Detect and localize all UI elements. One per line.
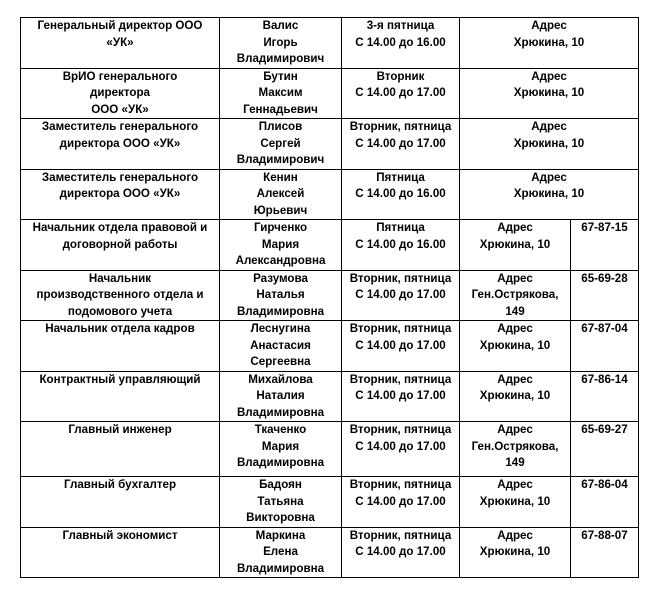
position-cell [21,527,220,578]
reception-time-text: 3-я пятница С 14.00 до 16.00 [355,19,446,49]
position-text: Генеральный директор ООО «УК» [37,19,203,49]
phone-text: 67-87-15 [581,221,628,234]
name-cell [220,321,342,372]
reception-time-cell [342,68,460,119]
name-text: Леснугина Анастасия Сергеевна [250,322,311,368]
name-cell [220,169,342,220]
reception-time-text: Вторник, пятница С 14.00 до 17.00 [349,271,452,301]
reception-time-cell [342,220,460,271]
phone-cell [571,220,639,271]
name-text: Гирченко Мария Александровна [235,221,326,267]
name-cell [220,527,342,578]
address-text: Адрес Хрюкина, 10 [513,120,585,150]
table-row [21,68,639,119]
address-text: Адрес Хрюкина, 10 [513,69,585,99]
position-cell [21,321,220,372]
phone-cell [571,477,639,528]
position-text: Главный бухгалтер [63,478,177,491]
name-text: Ткаченко Мария Владимировна [236,423,325,469]
address-cell [460,119,639,170]
address-text: Адрес Хрюкина, 10 [479,528,551,558]
name-text: Плисов Сергей Владимирович [236,120,325,166]
address-cell [460,270,571,321]
table-row [21,169,639,220]
position-text: Начальник производственного отдела и подомового учета [36,271,204,318]
reception-time-cell [342,169,460,220]
position-text: Заместитель генерального директора ООО «УК» [41,120,199,150]
reception-time-cell [342,371,460,422]
reception-time-cell [342,119,460,170]
position-cell [21,68,220,119]
position-cell [21,220,220,271]
position-cell [21,422,220,477]
address-text: Адрес Хрюкина, 10 [479,322,551,352]
address-cell [460,477,571,528]
position-text: Начальник отдела правовой и договорной работы [32,221,208,251]
table-row [21,119,639,170]
position-text: Заместитель генерального директора ООО «УК» [41,170,199,200]
phone-text: 67-86-04 [581,478,628,491]
reception-time-text: Вторник, пятница С 14.00 до 17.00 [349,528,452,558]
address-cell [460,321,571,372]
address-cell [460,371,571,422]
address-cell [460,527,571,578]
table-row [21,18,639,69]
phone-text: 67-88-07 [581,528,628,542]
phone-text: 65-69-27 [581,423,628,436]
phone-cell [571,422,639,477]
address-text: Адрес Хрюкина, 10 [479,372,551,402]
position-cell [21,18,220,69]
address-text: Адрес Хрюкина, 10 [479,478,551,508]
position-cell [21,371,220,422]
position-cell [21,119,220,170]
name-cell [220,422,342,477]
reception-time-cell [342,270,460,321]
reception-time-text: Вторник, пятница С 14.00 до 17.00 [349,478,452,508]
address-cell [460,220,571,271]
address-text: Адрес Хрюкина, 10 [513,19,585,49]
address-text: Адрес Ген.Острякова, 149 [471,271,559,318]
position-text: Контрактный управляющий [39,372,201,386]
table-row [21,527,639,578]
reception-time-cell [342,321,460,372]
reception-time-cell [342,477,460,528]
address-text: Адрес Хрюкина, 10 [479,221,551,251]
name-cell [220,18,342,69]
phone-cell [571,371,639,422]
reception-time-text: Вторник, пятница С 14.00 до 17.00 [349,120,452,150]
name-text: Валис Игорь Владимирович [236,19,325,65]
address-text: Адрес Ген.Острякова, 149 [471,423,559,469]
address-cell [460,18,639,69]
phone-text: 67-86-14 [581,372,628,386]
phone-text: 67-87-04 [581,322,628,335]
reception-time-text: Вторник, пятница С 14.00 до 17.00 [349,423,452,453]
phone-text: 65-69-28 [581,271,628,285]
reception-time-text: Пятница С 14.00 до 16.00 [355,221,446,251]
name-cell [220,270,342,321]
position-text: ВрИО генерального директора ООО «УК» [62,69,178,116]
name-text: Михайлова Наталия Владимировна [236,372,325,419]
table-row [21,477,639,528]
position-text: Начальник отдела кадров [45,322,195,335]
address-cell [460,422,571,477]
position-cell [21,270,220,321]
reception-time-text: Вторник, пятница С 14.00 до 17.00 [349,322,452,352]
table-row [21,321,639,372]
phone-cell [571,527,639,578]
reception-time-text: Пятница С 14.00 до 16.00 [355,170,446,200]
name-cell [220,371,342,422]
position-text: Главный экономист [62,528,178,542]
name-cell [220,119,342,170]
name-cell [220,477,342,528]
address-cell [460,68,639,119]
table-row [21,422,639,477]
name-text: Кенин Алексей Юрьевич [253,170,308,217]
phone-cell [571,321,639,372]
reception-time-cell [342,18,460,69]
table-row [21,270,639,321]
address-cell [460,169,639,220]
name-cell [220,68,342,119]
name-text: Бадоян Татьяна Викторовна [246,478,315,524]
reception-time-text: Вторник, пятница С 14.00 до 17.00 [349,372,452,402]
name-text: Маркина Елена Владимировна [236,528,325,575]
address-text: Адрес Хрюкина, 10 [513,170,585,200]
name-text: Разумова Наталья Владимировна [236,271,325,318]
reception-time-text: Вторник С 14.00 до 17.00 [355,69,446,99]
name-text: Бутин Максим Геннадьевич [243,69,318,116]
position-cell [21,169,220,220]
reception-time-cell [342,422,460,477]
reception-time-cell [342,527,460,578]
position-text: Главный инженер [68,423,172,436]
table-row [21,220,639,271]
position-cell [21,477,220,528]
phone-cell [571,270,639,321]
reception-schedule-table [20,17,639,578]
name-cell [220,220,342,271]
table-row [21,371,639,422]
